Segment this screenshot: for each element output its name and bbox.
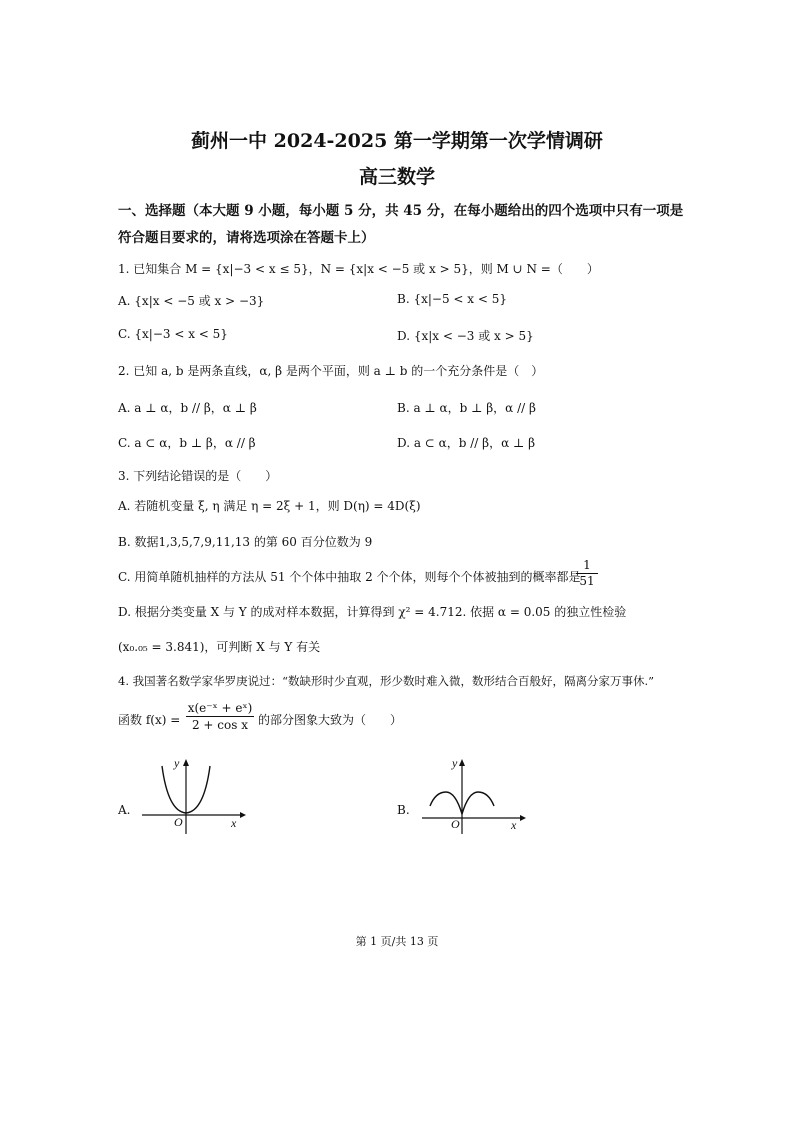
question-1-option-d: D. {x|x < −3 或 x > 5}: [397, 329, 534, 343]
question-2-option-d: D. a ⊂ α，b // β，α ⊥ β: [397, 436, 536, 450]
question-2-option-b: B. a ⊥ α，b ⊥ β，α // β: [397, 401, 536, 415]
question-4-option-b-graph: [418, 756, 528, 836]
question-4-function-prefix: 函数 f(x) =: [118, 713, 181, 727]
graph-a-origin-label: O: [174, 815, 183, 829]
fraction-denominator: 51: [579, 574, 595, 588]
question-3-option-d-line2: (x₀.₀₅ = 3.841)，可判断 X 与 Y 有关: [118, 640, 321, 654]
question-2-stem: 2. 已知 a, b 是两条直线，α, β 是两个平面，则 a ⊥ b 的一个充分条件是（ ）: [118, 364, 544, 378]
function-denominator: 2 + cos x: [191, 718, 248, 732]
exam-title: 蓟州一中 2024-2025 第一学期第一次学情调研: [191, 130, 603, 152]
graph-b-x-label: x: [511, 818, 517, 832]
question-4-function-fraction: [186, 700, 254, 733]
question-1-stem: 1. 已知集合 M = {x|−3 < x ≤ 5}，N = {x|x < −5 或 x > 5}，则 M ∪ N =（ ）: [118, 262, 599, 276]
graph-a-x-label: x: [231, 816, 237, 830]
graph-a-y-label: y: [174, 756, 180, 770]
question-3-option-d-line1: D. 根据分类变量 X 与 Y 的成对样本数据，计算得到 χ² = 4.712. 依据 α = 0.05 的独立性检验: [118, 605, 627, 619]
question-3-stem: 3. 下列结论错误的是（ ）: [118, 469, 278, 483]
question-2-option-c: C. a ⊂ α，b ⊥ β，α // β: [118, 436, 256, 450]
function-numerator: x(e⁻ˣ + eˣ): [187, 701, 253, 715]
question-1-option-b: B. {x|−5 < x < 5}: [397, 292, 507, 306]
graph-b-y-label: y: [452, 756, 458, 770]
question-3-option-b: B. 数据1,3,5,7,9,11,13 的第 60 百分位数为 9: [118, 535, 373, 549]
page-number: 第 1 页/共 13 页: [355, 935, 439, 948]
question-3-option-a: A. 若随机变量 ξ, η 满足 η = 2ξ + 1，则 D(η) = 4D(ξ): [118, 499, 421, 513]
question-4-option-a-graph: [138, 756, 248, 836]
question-4-option-a-label: A.: [118, 803, 131, 817]
question-4-option-b-label: B.: [397, 803, 410, 817]
question-1-option-a: A. {x|x < −5 或 x > −3}: [118, 294, 265, 308]
question-4-stem: 4. 我国著名数学家华罗庚说过：“数缺形时少直观，形少数时难入微，数形结合百般好，隔离分家万事休.”: [118, 674, 655, 688]
graph-b-origin-label: O: [451, 817, 460, 831]
question-3-option-c-fraction: [576, 558, 598, 589]
section-heading-line2: 符合题目要求的，请将选项涂在答题卡上）: [118, 230, 375, 246]
question-1-option-c: C. {x|−3 < x < 5}: [118, 327, 228, 341]
question-3-option-c: C. 用简单随机抽样的方法从 51 个个体中抽取 2 个个体，则每个个体被抽到的概率都是: [118, 570, 581, 584]
subject-title: 高三数学: [358, 166, 435, 188]
section-heading-line1: 一、选择题（本大题 9 小题，每小题 5 分，共 45 分，在每小题给出的四个选项中只有一项是: [118, 203, 684, 219]
question-2-option-a: A. a ⊥ α，b // β，α ⊥ β: [118, 401, 257, 415]
fraction-numerator: 1: [583, 558, 591, 572]
question-4-function-suffix: 的部分图象大致为（ ）: [258, 713, 403, 727]
